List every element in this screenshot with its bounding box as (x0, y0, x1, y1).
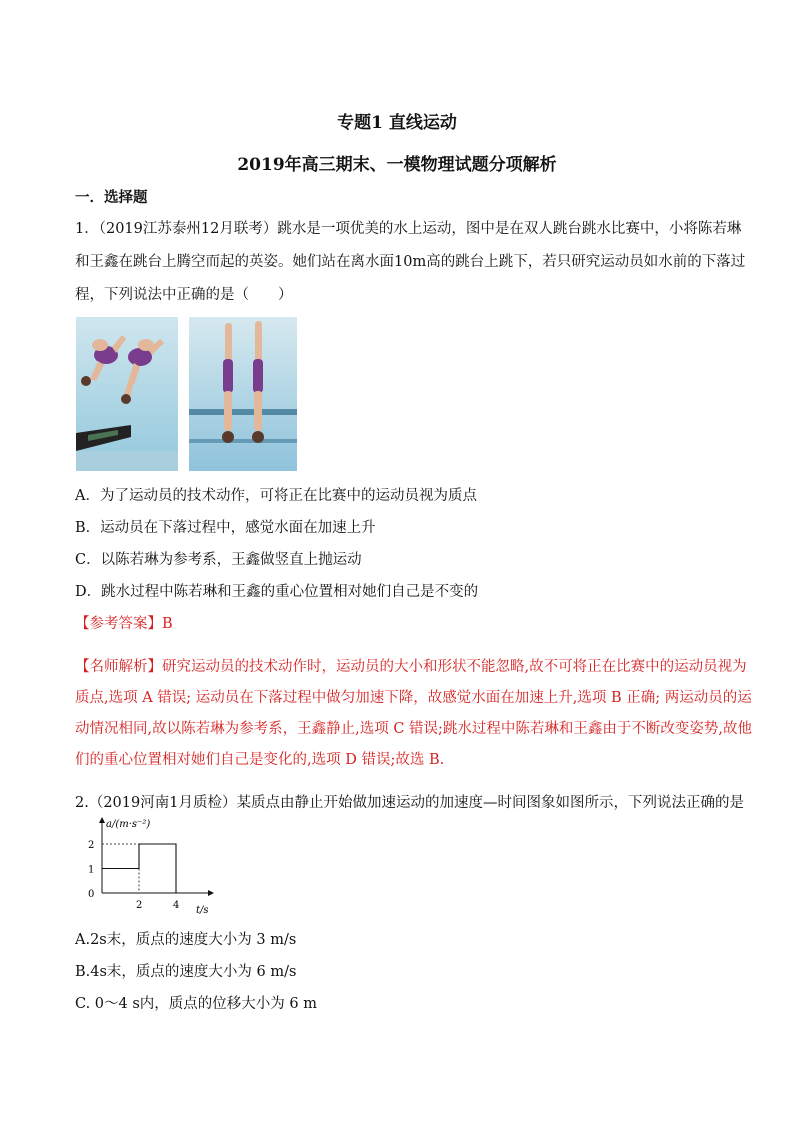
y-tick-label: 0 (88, 889, 95, 900)
q1-analysis-line-2: 质点,选项 A 错误; 运动员在下落过程中做匀加速下降，故感觉水面在加速上升,选项 B 正确; 两运动员的运 (75, 690, 752, 706)
page-title: 专题1 直线运动 (337, 113, 457, 133)
page-subtitle: 2019年高三期末、一模物理试题分项解析 (237, 155, 557, 175)
y-tick-label: 2 (88, 840, 95, 851)
q1-option-d: D．跳水过程中陈若琳和王鑫的重心位置相对她们自己是不变的 (75, 584, 479, 600)
q2-stem: 2.（2019河南1月质检）某质点由静止开始做加速运动的加速度—时间图象如图所示，下列说法正确的是 (75, 795, 744, 811)
y-axis-arrow (99, 817, 105, 823)
acceleration-time-chart (78, 814, 218, 918)
q1-option-a: A．为了运动员的技术动作，可将正在比赛中的运动员视为质点 (75, 488, 477, 504)
q2-option-b: B.4s末，质点的速度大小为 6 m/s (75, 964, 297, 980)
x-tick-label: 2 (136, 900, 143, 911)
q1-analysis-line-4: 们的重心位置相对她们自己是变化的,选项 D 错误;故选 B. (75, 752, 445, 768)
diving-photo-2 (189, 317, 297, 471)
q1-analysis-line-3: 动情况相同,故以陈若琳为参考系，王鑫静止,选项 C 错误;跳水过程中陈若琳和王鑫由于不断改变姿势,故他 (75, 721, 753, 737)
q1-line-3: 程，下列说法中正确的是（ ） (75, 287, 293, 303)
q1-answer: 【参考答案】B (75, 616, 173, 632)
diving-photo-1 (76, 317, 178, 471)
q1-line-1: 1．（2019江苏泰州12月联考）跳水是一项优美的水上运动，图中是在双人跳台跳水比赛中，小将陈若琳 (75, 221, 742, 237)
x-axis-label: t/s (196, 905, 209, 916)
y-axis-label: a/(m·s⁻²) (106, 819, 151, 830)
q1-line-2: 和王鑫在跳台上腾空而起的英姿。她们站在离水面10m高的跳台上跳下，若只研究运动员如水前的下落过 (75, 254, 746, 270)
y-tick-label: 1 (88, 864, 95, 876)
x-tick-label: 4 (173, 900, 180, 911)
x-axis-arrow (208, 890, 214, 896)
q1-analysis-line-1: 【名师解析】研究运动员的技术动作时，运动员的大小和形状不能忽略,故不可将正在比赛中的运动员视为 (75, 659, 747, 675)
q2-option-a: A.2s末，质点的速度大小为 3 m/s (75, 932, 297, 948)
q1-option-b: B．运动员在下落过程中，感觉水面在加速上升 (75, 520, 376, 536)
q2-option-c: C. 0～4 s内，质点的位移大小为 6 m (75, 996, 317, 1012)
section-heading: 一．选择题 (75, 189, 148, 206)
q1-option-c: C．以陈若琳为参考系，王鑫做竖直上抛运动 (75, 552, 362, 568)
